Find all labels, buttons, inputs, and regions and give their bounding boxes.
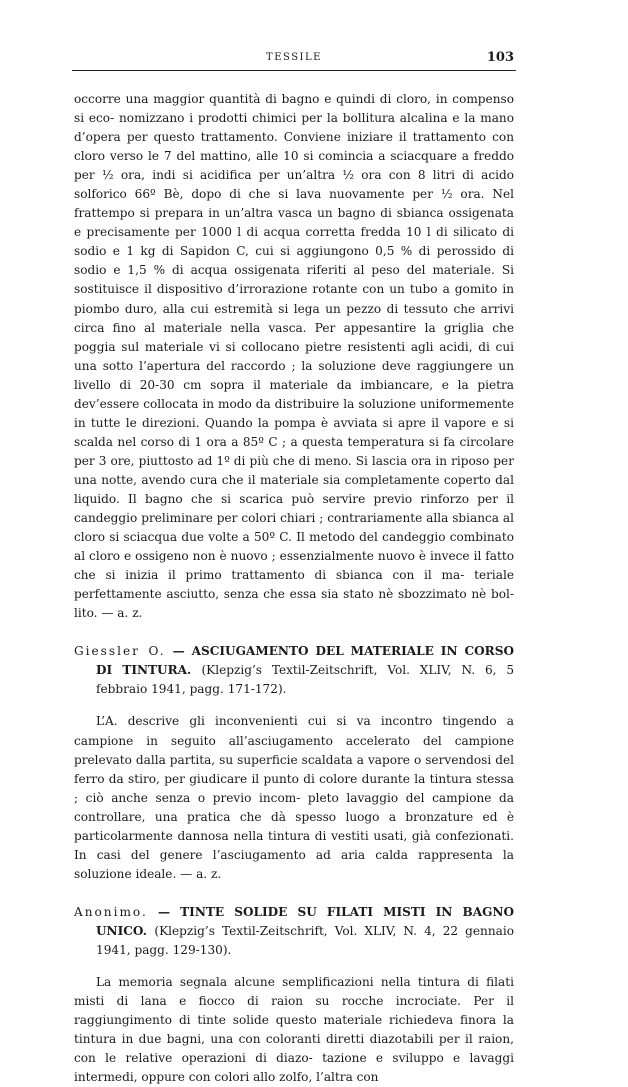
text-line: L’A. descrive gli inconvenienti cui si va incontro tingendo a campione in bbox=[74, 714, 514, 748]
header-rule bbox=[72, 70, 516, 71]
text-line: di silicato di sodio e 1 kg di Sapidon C, cui si aggiungono 0,5 % di perossido bbox=[74, 225, 514, 259]
entry-author: Anonimo. bbox=[74, 904, 148, 919]
text-line: di sodio e 1,5 % di acqua ossigenata riferiti al peso del materiale. Si sostituisce bbox=[74, 244, 514, 297]
page-header bbox=[74, 50, 514, 70]
text-line: cui estremità si lega un pezzo di tessuto che arrivi circa fino al materiale nella bbox=[74, 301, 514, 335]
text-line: su superficie scaldata a vapore o servendosi del ferro da stiro, per giudicare bbox=[74, 752, 514, 786]
entry-citation: (Klepzig’s Textil-Zeitschrift, Vol. XLIV, N. 4, 22 gennaio 1941, pagg. 129-130). bbox=[96, 923, 514, 957]
entry-title-text: — ASCIUGAMENTO DEL MATERIALE IN CORSO DI TINTURA. bbox=[96, 644, 514, 678]
entry-citation: (Klepzig’s Textil-Zeitschrift, Vol. XLIV, N. 6, 5 febbraio 1941, pagg. 171-172). bbox=[96, 663, 515, 697]
text-line: questo trattamento. Conviene iniziare il trattamento con cloro verso le 7 del bbox=[74, 130, 514, 164]
text-line: servire previo rinforzo per il candeggio preliminare per colori chiari ; bbox=[74, 491, 514, 526]
paragraph-bleaching bbox=[74, 90, 514, 623]
text-line: di tinte solide questo materiale richiedeva finora la tintura in due bagni, una bbox=[74, 1013, 514, 1047]
text-line: di 1 ora a 85º C ; a questa temperatura si fa circolare per 3 ore, piuttosto ad bbox=[74, 434, 514, 468]
text-line: il punto di colore durante la tintura stessa ; ciò anche senza o previo incom- bbox=[74, 771, 514, 805]
paragraph-anonimo bbox=[74, 973, 514, 1087]
text-line: le direzioni. Quando la pompa è avviata si apre il vapore e si scalda nel corso bbox=[74, 415, 514, 449]
text-line: il dispositivo d’irrorazione rotante con un tubo a gomito in piombo duro, alla bbox=[74, 282, 514, 316]
text-line: nuovamente per ½ ora. Nel frattempo si prepara in un’altra vasca un bagno bbox=[74, 187, 514, 221]
text-line: La memoria segnala alcune semplificazioni nella tintura di filati bbox=[96, 975, 514, 990]
text-line: soluzione ideale. — a. z. bbox=[74, 866, 222, 881]
text-line: 1º di più che di meno. Si lascia ora in riposo per una notte, avendo cura che il bbox=[74, 453, 514, 487]
text-line: con coloranti diretti diazotabili per il raion, con le relative operazioni di diazo- bbox=[74, 1032, 514, 1066]
article-body bbox=[74, 90, 514, 1087]
text-line: occorre una maggior quantità di bagno e quindi di cloro, in compenso si eco- bbox=[74, 92, 514, 126]
running-title: TESSILE bbox=[266, 52, 322, 63]
text-line: misti di lana e fiocco di raion su rocche incrociate. Per il raggiungimento bbox=[74, 994, 514, 1028]
text-line: resistenti agli acidi, di cui una sotto l’apertura del raccordo ; la soluzione deve bbox=[74, 339, 514, 373]
text-line: contrariamente alla sbianca al cloro si sciacqua due volte a 50º C. Il metodo bbox=[74, 511, 514, 545]
text-line: pleto lavaggio del campione da controllare, una pratica che dà spesso luogo bbox=[74, 790, 514, 824]
paragraph-giessler bbox=[74, 712, 514, 883]
text-line: raggiungere un livello di 20-30 cm sopra il materiale da imbiancare, e la pietra bbox=[74, 358, 514, 392]
text-line: dev’essere collocata in modo da distribuire la soluzione uniformemente in tutte bbox=[74, 396, 514, 430]
entry-author: Giessler O. bbox=[74, 644, 166, 659]
text-line: vasca. Per appesantire la griglia che poggia sul materiale vi si collocano pietre bbox=[74, 320, 514, 354]
text-line: del candeggio combinato al cloro e ossigeno non è nuovo ; essenzialmente bbox=[74, 530, 514, 564]
text-line: nuovo è invece il fatto che si inizia il primo trattamento di sbianca con il ma- bbox=[74, 549, 514, 583]
text-line: nomizzano i prodotti chimici per la bollitura alcalina e la mano d’opera per bbox=[74, 111, 514, 145]
text-line: teriale perfettamente asciutto, senza che essa sia stato nè sbozzimato nè bol- bbox=[74, 568, 514, 602]
text-line: confezionati. In casi del genere l’asciugamento ad aria calda rappresenta la bbox=[74, 828, 514, 862]
entry-title-text: — TINTE SOLIDE SU FILATI MISTI IN BAGNO UNICO. bbox=[96, 904, 515, 938]
text-line: per un’altra ½ ora con 8 litri di acido solforico 66º Bè, dopo di che si lava bbox=[74, 168, 515, 202]
entry-heading-giessler bbox=[74, 642, 514, 699]
text-line: di sbianca ossigenata e precisamente per 1000 l di acqua corretta fredda 10 l bbox=[74, 206, 514, 240]
text-line: seguito all’asciugamento accelerato del campione prelevato dalla partita, bbox=[74, 733, 514, 767]
entry-heading-anonimo bbox=[74, 903, 514, 960]
text-line: mattino, alle 10 si comincia a sciacquare a freddo per ½ ora, indi si acidifica bbox=[74, 149, 514, 183]
text-line: materiale sia completamente coperto dal liquido. Il bagno che si scarica può bbox=[74, 472, 514, 506]
page-number: 103 bbox=[486, 50, 514, 65]
text-line: lito. — a. z. bbox=[74, 606, 143, 621]
text-line: tazione e sviluppo e lavaggi intermedi, oppure con colori allo zolfo, l’altra con bbox=[74, 1051, 514, 1085]
text-line: a bronzature ed è particolarmente dannosa nella tintura di vestiti usati, già bbox=[74, 809, 514, 843]
